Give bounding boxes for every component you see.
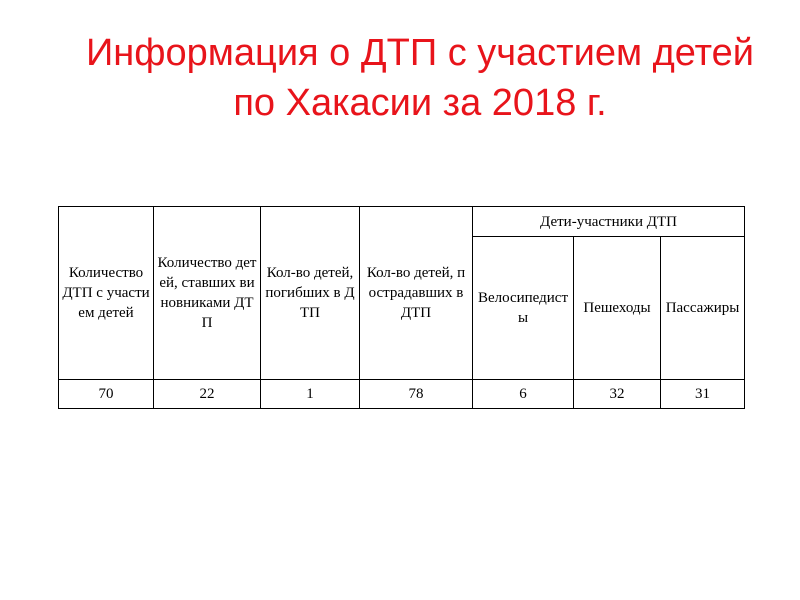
- column-header-cyclists: Велосипедисты: [473, 237, 574, 380]
- group-header-child-participants: Дети-участники ДТП: [473, 207, 745, 237]
- value-children-killed: 1: [261, 380, 360, 409]
- value-cyclists: 6: [473, 380, 574, 409]
- column-header-children-at-fault: Количество детей, ставших виновниками ДТП: [154, 207, 261, 380]
- value-accident-count: 70: [59, 380, 154, 409]
- column-header-children-injured: Кол-во детей, пострадавших в ДТП: [360, 207, 473, 380]
- dtp-statistics-table: [58, 206, 745, 409]
- column-header-children-killed: Кол-во детей, погибших в ДТП: [261, 207, 360, 380]
- table-row: [59, 380, 745, 409]
- value-children-at-fault: 22: [154, 380, 261, 409]
- column-header-pedestrians: Пешеходы: [574, 237, 661, 380]
- slide-title: [40, 28, 800, 128]
- value-pedestrians: 32: [574, 380, 661, 409]
- slide-title-line-2: по Хакасии за 2018 г.: [233, 82, 607, 124]
- value-children-injured: 78: [360, 380, 473, 409]
- column-header-accident-count: Количество ДТП с участием детей: [59, 207, 154, 380]
- column-header-passengers: Пассажиры: [661, 237, 745, 380]
- slide-title-line-1: Информация о ДТП с участием детей: [85, 32, 755, 74]
- value-passengers: 31: [661, 380, 745, 409]
